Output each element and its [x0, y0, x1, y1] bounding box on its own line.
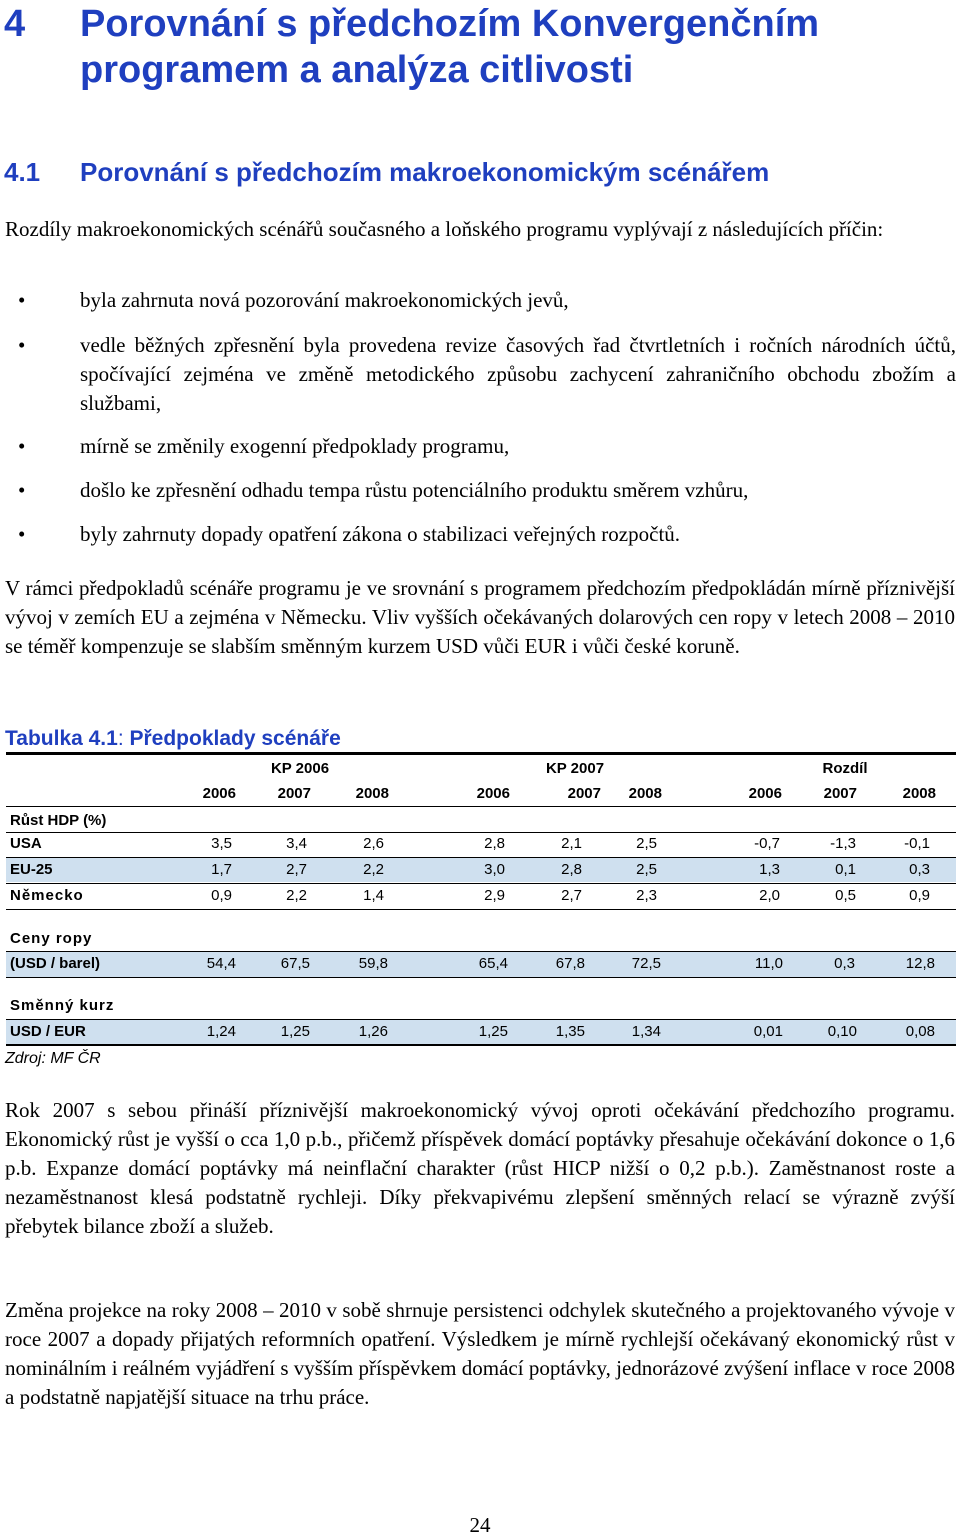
year-header: 2008	[902, 785, 936, 802]
table-cell: 67,8	[555, 955, 585, 972]
table-cell: 3,5	[211, 835, 232, 852]
chapter-title-line1: Porovnání s předchozím Konvergenčním	[80, 3, 820, 45]
table-top-rule	[6, 752, 956, 755]
bullet-icon: •	[18, 434, 26, 458]
year-header: 2007	[823, 785, 857, 802]
table-source: Zdroj: MF ČR	[5, 1050, 101, 1067]
year-header: 2006	[476, 785, 510, 802]
table-cell: 1,4	[363, 887, 384, 904]
table-cell: 11,0	[754, 955, 783, 972]
row-label: (USD / barel)	[10, 955, 101, 972]
section-label-fx: Směnný kurz	[10, 997, 115, 1014]
year-header: 2006	[748, 785, 782, 802]
row-label: USA	[10, 835, 42, 852]
year-header: 2008	[355, 785, 389, 802]
table-divider	[6, 909, 956, 910]
table-cell: 67,5	[280, 955, 310, 972]
bullet-icon: •	[18, 522, 26, 546]
section-label-gdp: Růst HDP (%)	[10, 812, 107, 829]
table-cell: 0,9	[909, 887, 930, 904]
chapter-number: 4	[4, 3, 26, 45]
section-label-oil: Ceny ropy	[10, 930, 93, 947]
table-cell: 54,4	[206, 955, 236, 972]
table-cell: 1,24	[206, 1023, 236, 1040]
bullet-icon: •	[18, 478, 26, 502]
row-label: USD / EUR	[10, 1023, 86, 1040]
table-row	[0, 835, 960, 857]
group-header-kp2006: KP 2006	[270, 760, 330, 777]
section-title: Porovnání s předchozím makroekonomickým scénářem	[80, 157, 770, 187]
table-row	[0, 861, 960, 883]
table-cell: 0,9	[211, 887, 232, 904]
table-cell: 2,2	[363, 861, 384, 878]
table-cell: 2,5	[636, 861, 657, 878]
table-cell: 65,4	[478, 955, 508, 972]
table-divider	[6, 883, 956, 884]
page-number: 24	[469, 1513, 491, 1537]
year-header: 2006	[202, 785, 236, 802]
year-header: 2007	[567, 785, 601, 802]
list-item-text: byla zahrnuta nová pozorování makroekonomických jevů,	[80, 288, 569, 312]
bullet-icon: •	[18, 288, 26, 312]
table-title-separator: :	[117, 727, 130, 750]
list-item-text: došlo ke zpřesnění odhadu tempa růstu potenciálního produktu směrem vzhůru,	[80, 478, 749, 502]
assumptions-table	[0, 750, 960, 1080]
row-label: EU-25	[10, 861, 53, 878]
list-item-text: byly zahrnuty dopady opatření zákona o stabilizaci veřejných rozpočtů.	[80, 522, 681, 546]
chapter-title-line2: programem a analýza citlivosti	[80, 49, 634, 91]
table-cell: 0,3	[909, 861, 930, 878]
table-divider	[6, 977, 956, 978]
table-cell: -0,1	[904, 835, 930, 852]
table-cell: 3,0	[484, 861, 505, 878]
table-cell: 1,3	[759, 861, 780, 878]
table-cell: 2,6	[363, 835, 384, 852]
table-divider	[6, 806, 956, 807]
list-item-text: vedle běžných zpřesnění byla provedena revize časových řad čtvrtletních i ročních národních účtů, spočívající zejména ve změně metodického způsobu zachycení zahraničního obchodu zbožím a službami,	[80, 333, 956, 415]
table-cell: 2,1	[561, 835, 582, 852]
table-cell: 2,8	[484, 835, 505, 852]
table-cell: 0,01	[753, 1023, 783, 1040]
table-title-number: Tabulka 4.1	[5, 727, 118, 750]
group-header-kp2007: KP 2007	[545, 760, 605, 777]
table-cell: -1,3	[830, 835, 856, 852]
table-cell: 59,8	[358, 955, 388, 972]
table-row	[0, 887, 960, 909]
table-row	[0, 1023, 960, 1045]
table-cell: 1,34	[631, 1023, 661, 1040]
table-divider	[6, 832, 956, 833]
table-cell: 12,8	[905, 955, 935, 972]
table-cell: 1,7	[211, 861, 232, 878]
table-cell: 0,08	[905, 1023, 935, 1040]
table-row	[0, 955, 960, 977]
table-cell: 2,7	[286, 861, 307, 878]
bullet-icon: •	[18, 333, 26, 357]
table-cell: 0,10	[827, 1023, 857, 1040]
intro-paragraph: Rozdíly makroekonomických scénářů současného a loňského programu vyplývají z následujících příčin:	[5, 217, 884, 241]
table-cell: 0,1	[835, 861, 856, 878]
table-cell: 72,5	[631, 955, 661, 972]
table-cell: -0,7	[754, 835, 780, 852]
group-header-difference: Rozdíl	[822, 760, 868, 777]
list-item-text: mírně se změnily exogenní předpoklady programu,	[80, 434, 510, 458]
table-cell: 0,5	[835, 887, 856, 904]
table-title-text: Předpoklady scénáře	[129, 727, 341, 750]
table-cell: 3,4	[286, 835, 307, 852]
table-cell: 2,7	[561, 887, 582, 904]
bullet-list	[0, 286, 960, 556]
table-cell: 2,2	[286, 887, 307, 904]
table-bottom-rule	[6, 1044, 956, 1046]
table-cell: 1,26	[358, 1023, 388, 1040]
paragraph-assumptions: V rámci předpokladů scénáře programu je ve srovnání s programem předchozím předpokládán mírně příznivější vývoj v zemích EU a zejména v Německu. Vliv vyšších očekávaných dolarových cen ropy v letech 2008 – 2010 se téměř kompenzuje se slabším směnným kurzem USD vůči EUR i vůči české koruně.	[5, 576, 955, 658]
year-header: 2007	[277, 785, 311, 802]
table-cell: 0,3	[834, 955, 855, 972]
table-cell: 2,3	[636, 887, 657, 904]
row-label: Německo	[10, 887, 84, 904]
table-title	[5, 727, 341, 751]
table-cell: 2,5	[636, 835, 657, 852]
table-cell: 2,9	[484, 887, 505, 904]
table-cell: 2,0	[759, 887, 780, 904]
year-header: 2008	[628, 785, 662, 802]
table-cell: 2,8	[561, 861, 582, 878]
table-cell: 1,25	[280, 1023, 310, 1040]
paragraph-2007: Rok 2007 s sebou přináší příznivější makroekonomický vývoj oproti očekávání předchozího programu. Ekonomický růst je vyšší o cca 1,0 p.b., přičemž příspěvek domácí poptávky přesahuje očekávání dokonce o 1,6 p.b. Expanze domácí poptávky má neinflační charakter (růst HICP nižší o 0,2 p.b.). Zaměstnanost roste a nezaměstnanost klesá podstatně rychleji. Díky překvapivému zlepšení směnných relací se výrazně zvýší přebytek bilance zboží a služeb.	[5, 1098, 955, 1238]
section-number: 4.1	[4, 157, 41, 187]
paragraph-projection: Změna projekce na roky 2008 – 2010 v sobě shrnuje persistenci odchylek skutečného a projektovaného vývoje v roce 2007 a dopady přijatých reformních opatření. Výsledkem je mírně rychlejší očekávaný ekonomický růst v nominálním i reálném vyjádření s vyšším příspěvkem domácí poptávky, jednorázové zvýšení inflace v roce 2008 a podstatně napjatější situace na trhu práce.	[5, 1298, 955, 1409]
table-cell: 1,25	[478, 1023, 508, 1040]
table-cell: 1,35	[555, 1023, 585, 1040]
